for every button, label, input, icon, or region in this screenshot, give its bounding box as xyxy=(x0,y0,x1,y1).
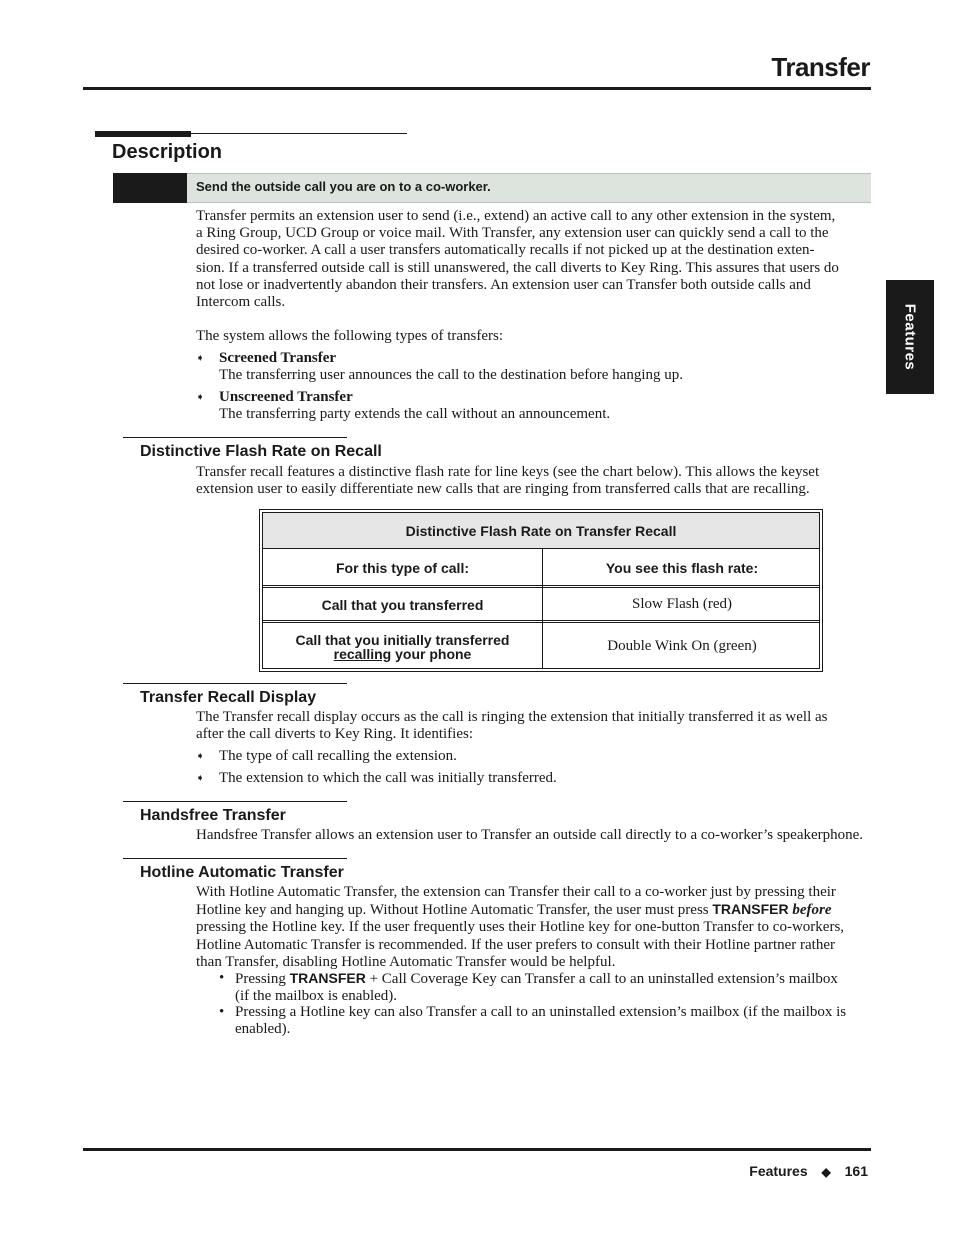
paragraph-line: The Transfer recall display occurs as the call is ringing the extension that initially transferred it as well as xyxy=(196,709,828,725)
hotline-paragraph xyxy=(196,884,871,971)
description-heading: Description xyxy=(112,141,223,163)
paragraph-line: With Hotline Automatic Transfer, the extension can Transfer their call to a co-worker just by pressing their xyxy=(196,884,836,900)
transfer-type-text: The transferring user announces the call to the destination before hanging up. xyxy=(219,367,684,383)
transfer-type-text: The transferring party extends the call without an announcement. xyxy=(219,406,611,422)
paragraph-line: desired co-worker. A call a user transfers automatically recalls if not picked up at the destination exten- xyxy=(196,242,815,259)
subsection-rule xyxy=(123,858,347,859)
table-title: Distinctive Flash Rate on Transfer Recall xyxy=(263,513,819,548)
paragraph-line: after the call diverts to Key Ring. It identifies: xyxy=(196,726,474,743)
paragraph-line: extension user to easily differentiate new calls that are ringing from transferred calls that are recalling. xyxy=(196,481,810,498)
side-tab-label: Features xyxy=(901,303,919,371)
paragraph-line: than Transfer, disabling Hotline Automatic Transfer would be helpful. xyxy=(196,953,616,970)
arrow-bullet-icon: ➧ xyxy=(196,392,205,403)
summary-bar xyxy=(187,173,871,203)
description-paragraph xyxy=(196,208,839,311)
arrow-bullet-icon: ➧ xyxy=(196,773,205,784)
paragraph-line: sion. If a transferred outside call is still unanswered, the call diverts to Key Ring. This assures that users do xyxy=(196,259,839,276)
paragraph-line: pressing the Hotline key. If the user frequently uses their Hotline key for one-button Transfer to co-workers, xyxy=(196,919,845,936)
column-header: For this type of call: xyxy=(335,559,469,576)
handsfree-heading: Handsfree Transfer xyxy=(140,807,286,824)
table-cell-line xyxy=(334,647,472,661)
text-run: Hotline key and hanging up. Without Hotline Automatic Transfer, the user must press xyxy=(196,902,713,919)
paragraph-line: a Ring Group, UCD Group or voice mail. With Transfer, any extension user can quickly send a call to the xyxy=(196,225,829,242)
header-rule xyxy=(83,87,871,90)
emphasis: before xyxy=(792,902,832,919)
paragraph-line: Intercom calls. xyxy=(196,294,286,311)
subsection-rule xyxy=(123,801,347,802)
diamond-icon: ◆ xyxy=(821,1165,831,1179)
table-cell: Double Wink On (green) xyxy=(607,638,757,654)
bullet-dot-icon: • xyxy=(219,970,225,986)
list-item xyxy=(235,1004,846,1038)
list-item-line: (if the mailbox is enabled). xyxy=(235,988,398,1005)
subsection-rule xyxy=(123,437,347,438)
side-tab xyxy=(886,280,934,394)
flash-rate-heading: Distinctive Flash Rate on Recall xyxy=(140,443,382,460)
transfer-types-intro: The system allows the following types of transfers: xyxy=(196,328,504,344)
handsfree-paragraph: Handsfree Transfer allows an extension user to Transfer an outside call directly to a co-worker’s speakerphone. xyxy=(196,827,864,843)
footer xyxy=(749,1163,868,1179)
table-row xyxy=(263,623,542,670)
summary-block xyxy=(113,173,187,203)
text-run: + Call Coverage Key can Transfer a call to an uninstalled extension’s mailbox xyxy=(365,971,838,987)
section-rule-thin xyxy=(191,133,407,134)
paragraph-line: Hotline Automatic Transfer is recommended. If the user prefers to consult with their Hotline partner rather xyxy=(196,936,835,953)
arrow-bullet-icon: ➧ xyxy=(196,751,205,762)
transfer-type-title: Unscreened Transfer xyxy=(219,389,353,405)
subsection-rule xyxy=(123,683,347,684)
summary-text: Send the outside call you are on to a co-worker. xyxy=(196,179,491,194)
flash-rate-table xyxy=(259,509,823,672)
table-cell: Slow Flash (red) xyxy=(632,596,732,612)
paragraph-line: Transfer recall features a distinctive flash rate for line keys (see the chart below). This allows the keyset xyxy=(196,464,820,480)
list-item-line: enabled). xyxy=(235,1021,291,1038)
paragraph-line xyxy=(196,901,871,919)
footer-rule xyxy=(83,1148,871,1151)
text-run: Pressing xyxy=(235,971,290,987)
transfer-key-label: TRANSFER xyxy=(289,970,366,986)
paragraph-line: Transfer permits an extension user to send (i.e., extend) an active call to any other extension in the system, xyxy=(196,208,836,224)
recall-display-paragraph xyxy=(196,709,828,743)
underlined-word: recalling xyxy=(333,645,392,662)
arrow-bullet-icon: ➧ xyxy=(196,353,205,364)
page-title: Transfer xyxy=(771,52,870,82)
list-item: The extension to which the call was initially transferred. xyxy=(219,770,557,786)
table-column-divider xyxy=(542,549,543,668)
table-cell-rest: your phone xyxy=(391,645,472,662)
flash-rate-paragraph xyxy=(196,464,819,498)
recall-display-heading: Transfer Recall Display xyxy=(140,689,317,706)
hotline-heading: Hotline Automatic Transfer xyxy=(140,864,344,881)
transfer-key-label: TRANSFER xyxy=(712,901,789,918)
transfer-type-title: Screened Transfer xyxy=(219,350,337,366)
list-item-line: Pressing a Hotline key can also Transfer a call to an uninstalled extension’s mailbox (if the mailbox is xyxy=(235,1004,847,1020)
table-cell-line: Call that you initially transferred xyxy=(295,631,510,648)
list-item xyxy=(235,970,838,1005)
bullet-dot-icon: • xyxy=(219,1004,225,1020)
list-item-line xyxy=(235,970,838,988)
footer-section: Features xyxy=(749,1163,808,1179)
section-rule-thick xyxy=(95,131,191,137)
paragraph-line: not lose or inadvertently abandon their transfers. An extension user can Transfer both outside calls and xyxy=(196,276,811,293)
table-frame xyxy=(262,512,820,669)
column-header: You see this flash rate: xyxy=(605,559,759,576)
list-item: The type of call recalling the extension. xyxy=(219,748,457,764)
table-cell: Call that you transferred xyxy=(321,596,484,613)
page-number: 161 xyxy=(844,1163,868,1179)
